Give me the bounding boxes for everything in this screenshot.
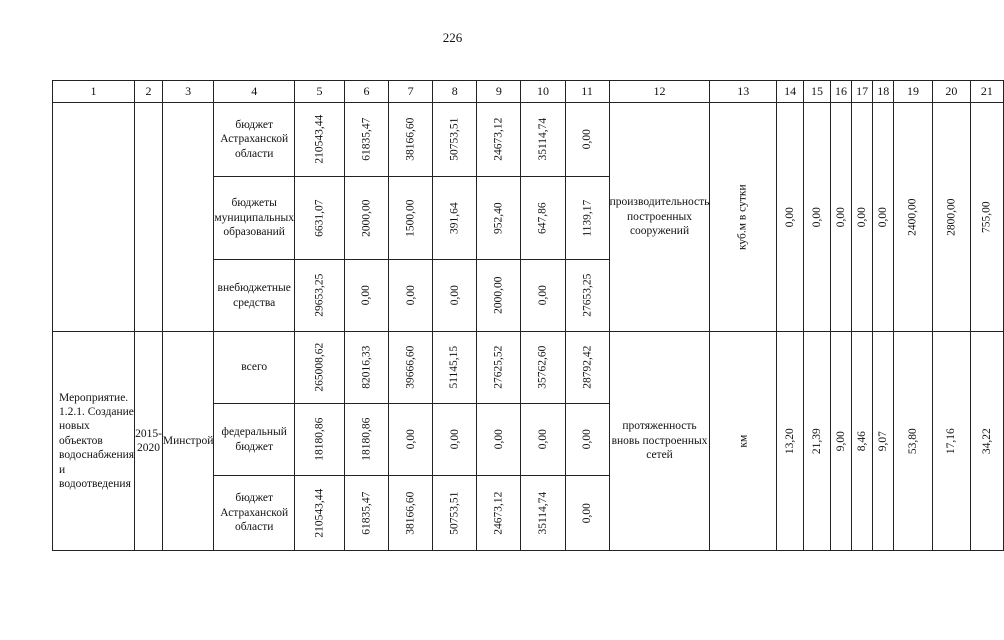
header-row xyxy=(53,81,1004,103)
amount-cell-text: 61835,47 xyxy=(360,117,373,162)
amount-cell-text: 1500,00 xyxy=(404,199,417,237)
amount-cell-text: 18180,86 xyxy=(360,417,373,462)
amount-cell xyxy=(565,103,609,177)
header-cell: 13 xyxy=(710,81,777,103)
funding-source-cell: бюджет Астраханской области xyxy=(214,103,295,177)
amount-cell xyxy=(521,177,565,260)
amount-cell xyxy=(295,103,345,177)
amount-cell xyxy=(565,476,609,551)
target-cell-text: 9,00 xyxy=(834,430,847,452)
target-cell xyxy=(830,332,851,551)
header-cell: 2 xyxy=(135,81,163,103)
amount-cell xyxy=(344,404,388,476)
target-cell-text: 8,46 xyxy=(855,430,868,452)
amount-cell xyxy=(389,404,433,476)
amount-cell xyxy=(521,404,565,476)
target-cell xyxy=(932,103,970,332)
executor-cell: Минстрой xyxy=(162,332,213,551)
amount-cell xyxy=(565,177,609,260)
amount-cell-text: 265008,62 xyxy=(313,343,326,392)
amount-cell-text: 27625,52 xyxy=(492,345,505,390)
header-cell: 11 xyxy=(565,81,609,103)
header-cell: 8 xyxy=(433,81,477,103)
amount-cell-text: 29653,25 xyxy=(313,273,326,318)
amount-cell-text: 0,00 xyxy=(536,429,549,450)
amount-cell xyxy=(477,103,521,177)
program-table xyxy=(52,80,1004,551)
amount-cell xyxy=(389,332,433,404)
amount-cell xyxy=(477,332,521,404)
target-cell-text: 0,00 xyxy=(783,206,796,228)
header-cell: 20 xyxy=(932,81,970,103)
header-cell: 4 xyxy=(214,81,295,103)
amount-cell xyxy=(433,404,477,476)
header-cell: 3 xyxy=(162,81,213,103)
amount-cell-text: 210543,44 xyxy=(313,115,326,164)
header-cell: 18 xyxy=(873,81,894,103)
amount-cell-text: 24673,12 xyxy=(492,117,505,162)
unit-cell xyxy=(710,332,777,551)
target-cell xyxy=(932,332,970,551)
header-cell: 17 xyxy=(852,81,873,103)
header-cell: 1 xyxy=(53,81,135,103)
amount-cell-text: 0,00 xyxy=(360,285,373,306)
funding-source-cell: бюджеты муниципальных образований xyxy=(214,177,295,260)
executor-cell xyxy=(162,103,213,332)
funding-source-cell: внебюджетные средства xyxy=(214,260,295,332)
amount-cell-text: 0,00 xyxy=(580,129,593,150)
amount-cell-text: 35114,74 xyxy=(536,118,549,161)
header-cell: 9 xyxy=(477,81,521,103)
target-cell-text: 0,00 xyxy=(810,206,823,228)
target-cell-text: 2800,00 xyxy=(945,198,958,236)
amount-cell xyxy=(344,260,388,332)
target-cell xyxy=(971,103,1004,332)
amount-cell-text: 27653,25 xyxy=(580,273,593,318)
amount-cell-text: 0,00 xyxy=(492,429,505,450)
amount-cell-text: 391,64 xyxy=(448,202,461,234)
amount-cell-text: 28792,42 xyxy=(580,345,593,390)
header-cell: 6 xyxy=(344,81,388,103)
target-cell-text: 9,07 xyxy=(877,430,889,452)
target-cell xyxy=(852,332,873,551)
amount-cell-text: 0,00 xyxy=(448,285,461,306)
amount-cell xyxy=(295,332,345,404)
amount-cell xyxy=(389,476,433,551)
target-cell-text: 755,00 xyxy=(980,201,993,233)
header-cell: 12 xyxy=(609,81,710,103)
target-cell xyxy=(852,103,873,332)
amount-cell-text: 39666,60 xyxy=(404,345,417,390)
target-cell xyxy=(894,332,932,551)
amount-cell xyxy=(521,103,565,177)
unit-cell xyxy=(710,103,777,332)
amount-cell xyxy=(344,332,388,404)
amount-cell xyxy=(295,260,345,332)
amount-cell-text: 50753,51 xyxy=(448,117,461,162)
amount-cell xyxy=(344,476,388,551)
amount-cell xyxy=(295,404,345,476)
amount-cell xyxy=(344,103,388,177)
period-cell xyxy=(135,103,163,332)
header-cell: 14 xyxy=(777,81,804,103)
target-cell xyxy=(804,332,831,551)
amount-cell xyxy=(389,260,433,332)
amount-cell-text: 0,00 xyxy=(404,285,417,306)
amount-cell xyxy=(477,476,521,551)
amount-cell-text: 50753,51 xyxy=(448,491,461,535)
amount-cell-text: 0,00 xyxy=(404,429,417,450)
target-cell-text: 53,80 xyxy=(906,428,919,454)
target-cell xyxy=(873,332,894,551)
amount-cell-text: 0,00 xyxy=(536,285,549,306)
amount-cell xyxy=(433,177,477,260)
target-cell-text: 0,00 xyxy=(834,206,847,228)
amount-cell-text: 18180,86 xyxy=(313,417,326,462)
amount-cell xyxy=(477,404,521,476)
target-cell xyxy=(894,103,932,332)
indicator-cell: протяженность вновь построенных сетей xyxy=(609,332,710,551)
amount-cell xyxy=(521,260,565,332)
target-cell xyxy=(830,103,851,332)
amount-cell-text: 0,00 xyxy=(580,429,593,450)
amount-cell-text: 210543,44 xyxy=(313,488,326,538)
amount-cell xyxy=(521,332,565,404)
target-cell-text: 21,39 xyxy=(810,428,823,454)
amount-cell xyxy=(295,476,345,551)
amount-cell xyxy=(295,177,345,260)
table-row xyxy=(53,332,1004,404)
amount-cell-text: 38166,60 xyxy=(404,117,417,162)
amount-cell-text: 647,86 xyxy=(536,202,549,234)
amount-cell xyxy=(521,476,565,551)
target-cell-text: 2400,00 xyxy=(906,198,919,236)
amount-cell-text: 2000,00 xyxy=(360,199,373,237)
header-cell: 5 xyxy=(295,81,345,103)
amount-cell xyxy=(389,103,433,177)
amount-cell xyxy=(433,476,477,551)
header-cell: 7 xyxy=(389,81,433,103)
target-cell-text: 13,20 xyxy=(783,428,796,454)
target-cell-text: 34,22 xyxy=(980,428,993,454)
target-cell xyxy=(777,103,804,332)
amount-cell-text: 2000,00 xyxy=(492,276,505,315)
target-cell xyxy=(804,103,831,332)
funding-source-cell: всего xyxy=(214,332,295,404)
amount-cell xyxy=(477,260,521,332)
amount-cell xyxy=(565,260,609,332)
amount-cell-text: 61835,47 xyxy=(360,491,373,535)
unit-cell-text: км xyxy=(737,434,750,448)
target-cell xyxy=(777,332,804,551)
amount-cell-text: 0,00 xyxy=(448,429,461,450)
header-cell: 16 xyxy=(830,81,851,103)
funding-source-cell: федеральный бюджет xyxy=(214,404,295,476)
amount-cell-text: 6631,07 xyxy=(313,199,326,237)
amount-cell-text: 35762,60 xyxy=(536,345,549,390)
amount-cell xyxy=(433,103,477,177)
header-cell: 15 xyxy=(804,81,831,103)
amount-cell-text: 38166,60 xyxy=(404,491,417,535)
amount-cell xyxy=(565,332,609,404)
funding-source-cell: бюджет Астраханской области xyxy=(214,476,295,551)
page-number: 226 xyxy=(442,30,463,45)
amount-cell xyxy=(344,177,388,260)
indicator-cell: производительность построенных сооружений xyxy=(609,103,710,332)
amount-cell-text: 24673,12 xyxy=(492,491,505,535)
period-cell: 2015-2020 xyxy=(135,332,163,551)
amount-cell-text: 0,00 xyxy=(580,502,593,524)
unit-cell-text: куб.м в сутки xyxy=(737,184,750,250)
amount-cell xyxy=(389,177,433,260)
amount-cell-text: 51145,15 xyxy=(448,346,461,389)
header-cell: 19 xyxy=(894,81,932,103)
event-cell xyxy=(53,103,135,332)
header-cell: 10 xyxy=(521,81,565,103)
amount-cell-text: 952,40 xyxy=(492,202,505,234)
amount-cell-text: 35114,74 xyxy=(536,491,549,535)
amount-cell xyxy=(433,332,477,404)
event-cell: Мероприятие. 1.2.1. Создание новых объектов водоснабжения и водоотведения xyxy=(53,332,135,551)
table-row xyxy=(53,103,1004,177)
amount-cell xyxy=(565,404,609,476)
target-cell-text: 0,00 xyxy=(855,206,868,228)
target-cell xyxy=(873,103,894,332)
amount-cell xyxy=(433,260,477,332)
amount-cell-text: 1139,17 xyxy=(580,199,593,237)
amount-cell xyxy=(477,177,521,260)
amount-cell-text: 82016,33 xyxy=(360,345,373,390)
header-cell: 21 xyxy=(971,81,1004,103)
target-cell xyxy=(971,332,1004,551)
target-cell-text: 17,16 xyxy=(945,428,958,454)
target-cell-text: 0,00 xyxy=(877,206,889,228)
